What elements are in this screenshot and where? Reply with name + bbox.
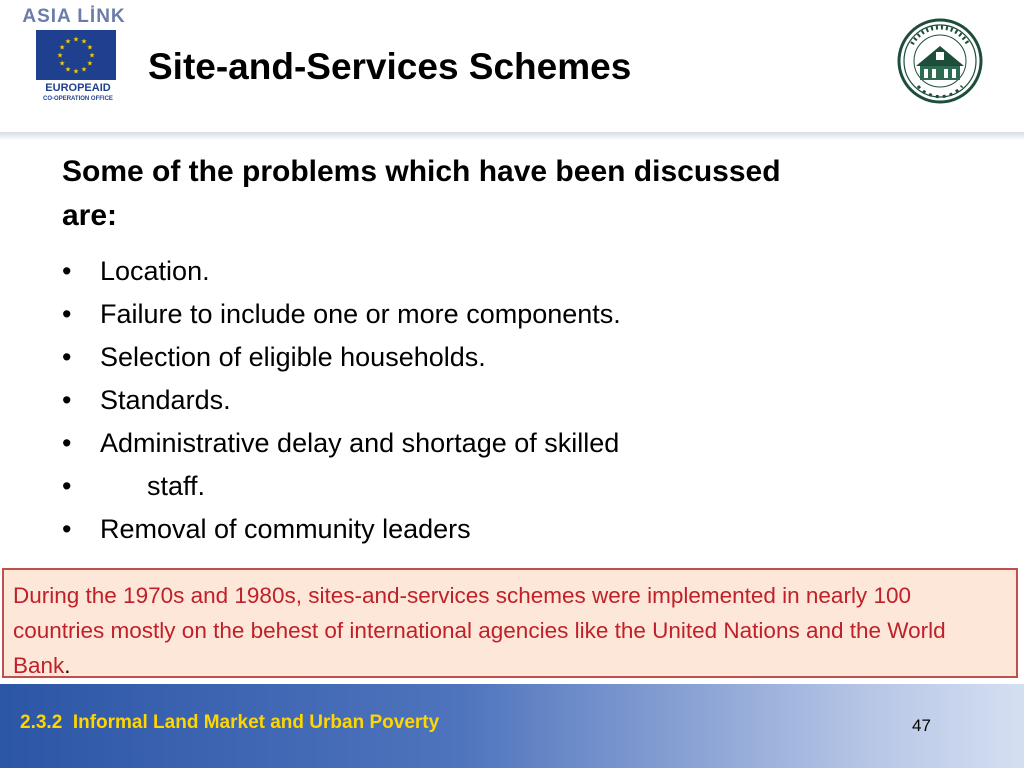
eu-star-icon: ★ [72,36,80,44]
university-seal-icon [896,18,984,104]
bullet-marker: • [62,428,72,458]
eu-star-icon: ★ [72,68,80,76]
university-seal-logo [896,18,984,104]
eu-star-icon: ★ [58,44,66,52]
callout-end-punctuation: . [64,653,71,678]
eu-star-icon: ★ [64,38,72,46]
callout-box [2,568,1018,678]
footer-bar [0,684,1024,768]
bullet-marker: • [62,514,72,544]
europeaid-text: EUROPEAID [45,82,111,94]
slide-title: Site-and-Services Schemes [148,46,632,87]
bullet-marker: • [62,256,72,286]
eu-star-icon: ★ [58,60,66,68]
eu-stars-graphic [36,30,116,80]
asia-link-brand-text: ASIA LİNK [22,6,126,27]
eu-star-icon: ★ [56,52,64,60]
eu-flag-icon [36,30,116,80]
eu-star-icon: ★ [64,66,72,74]
eu-star-icon: ★ [80,38,88,46]
list-item-text: Failure to include one or more components. [100,299,621,329]
bullet-marker: • [62,385,72,415]
list-item-text: Selection of eligible households. [100,342,486,372]
eu-star-icon: ★ [80,66,88,74]
eu-star-icon: ★ [86,44,94,52]
footer-title: 2.3.2 Informal Land Market and Urban Poverty [20,712,440,733]
list-item-text: Removal of community leaders [100,514,471,544]
europeaid-subtext: CO-OPERATION OFFICE [43,96,113,102]
callout-text: During the 1970s and 1980s, sites-and-services schemes were implemented in nearly 100 countries mostly on the behest of international agencies like the United Nations and the World Bank [13,583,946,678]
bullet-marker: • [62,471,72,501]
header-divider [0,132,1024,140]
asia-link-logo [8,4,140,108]
list-item-text: Location. [100,256,210,286]
bullet-marker: • [62,342,72,372]
bullet-marker: • [62,299,72,329]
list-item-text: Standards. [100,385,231,415]
list-item-text: Administrative delay and shortage of skilled [100,428,620,458]
eu-star-icon: ★ [86,60,94,68]
eu-star-icon: ★ [88,52,96,60]
page-number: 47 [912,716,931,735]
section-heading: Some of the problems which have been discussed are: [62,155,781,232]
list-item-text: staff. [147,471,206,501]
